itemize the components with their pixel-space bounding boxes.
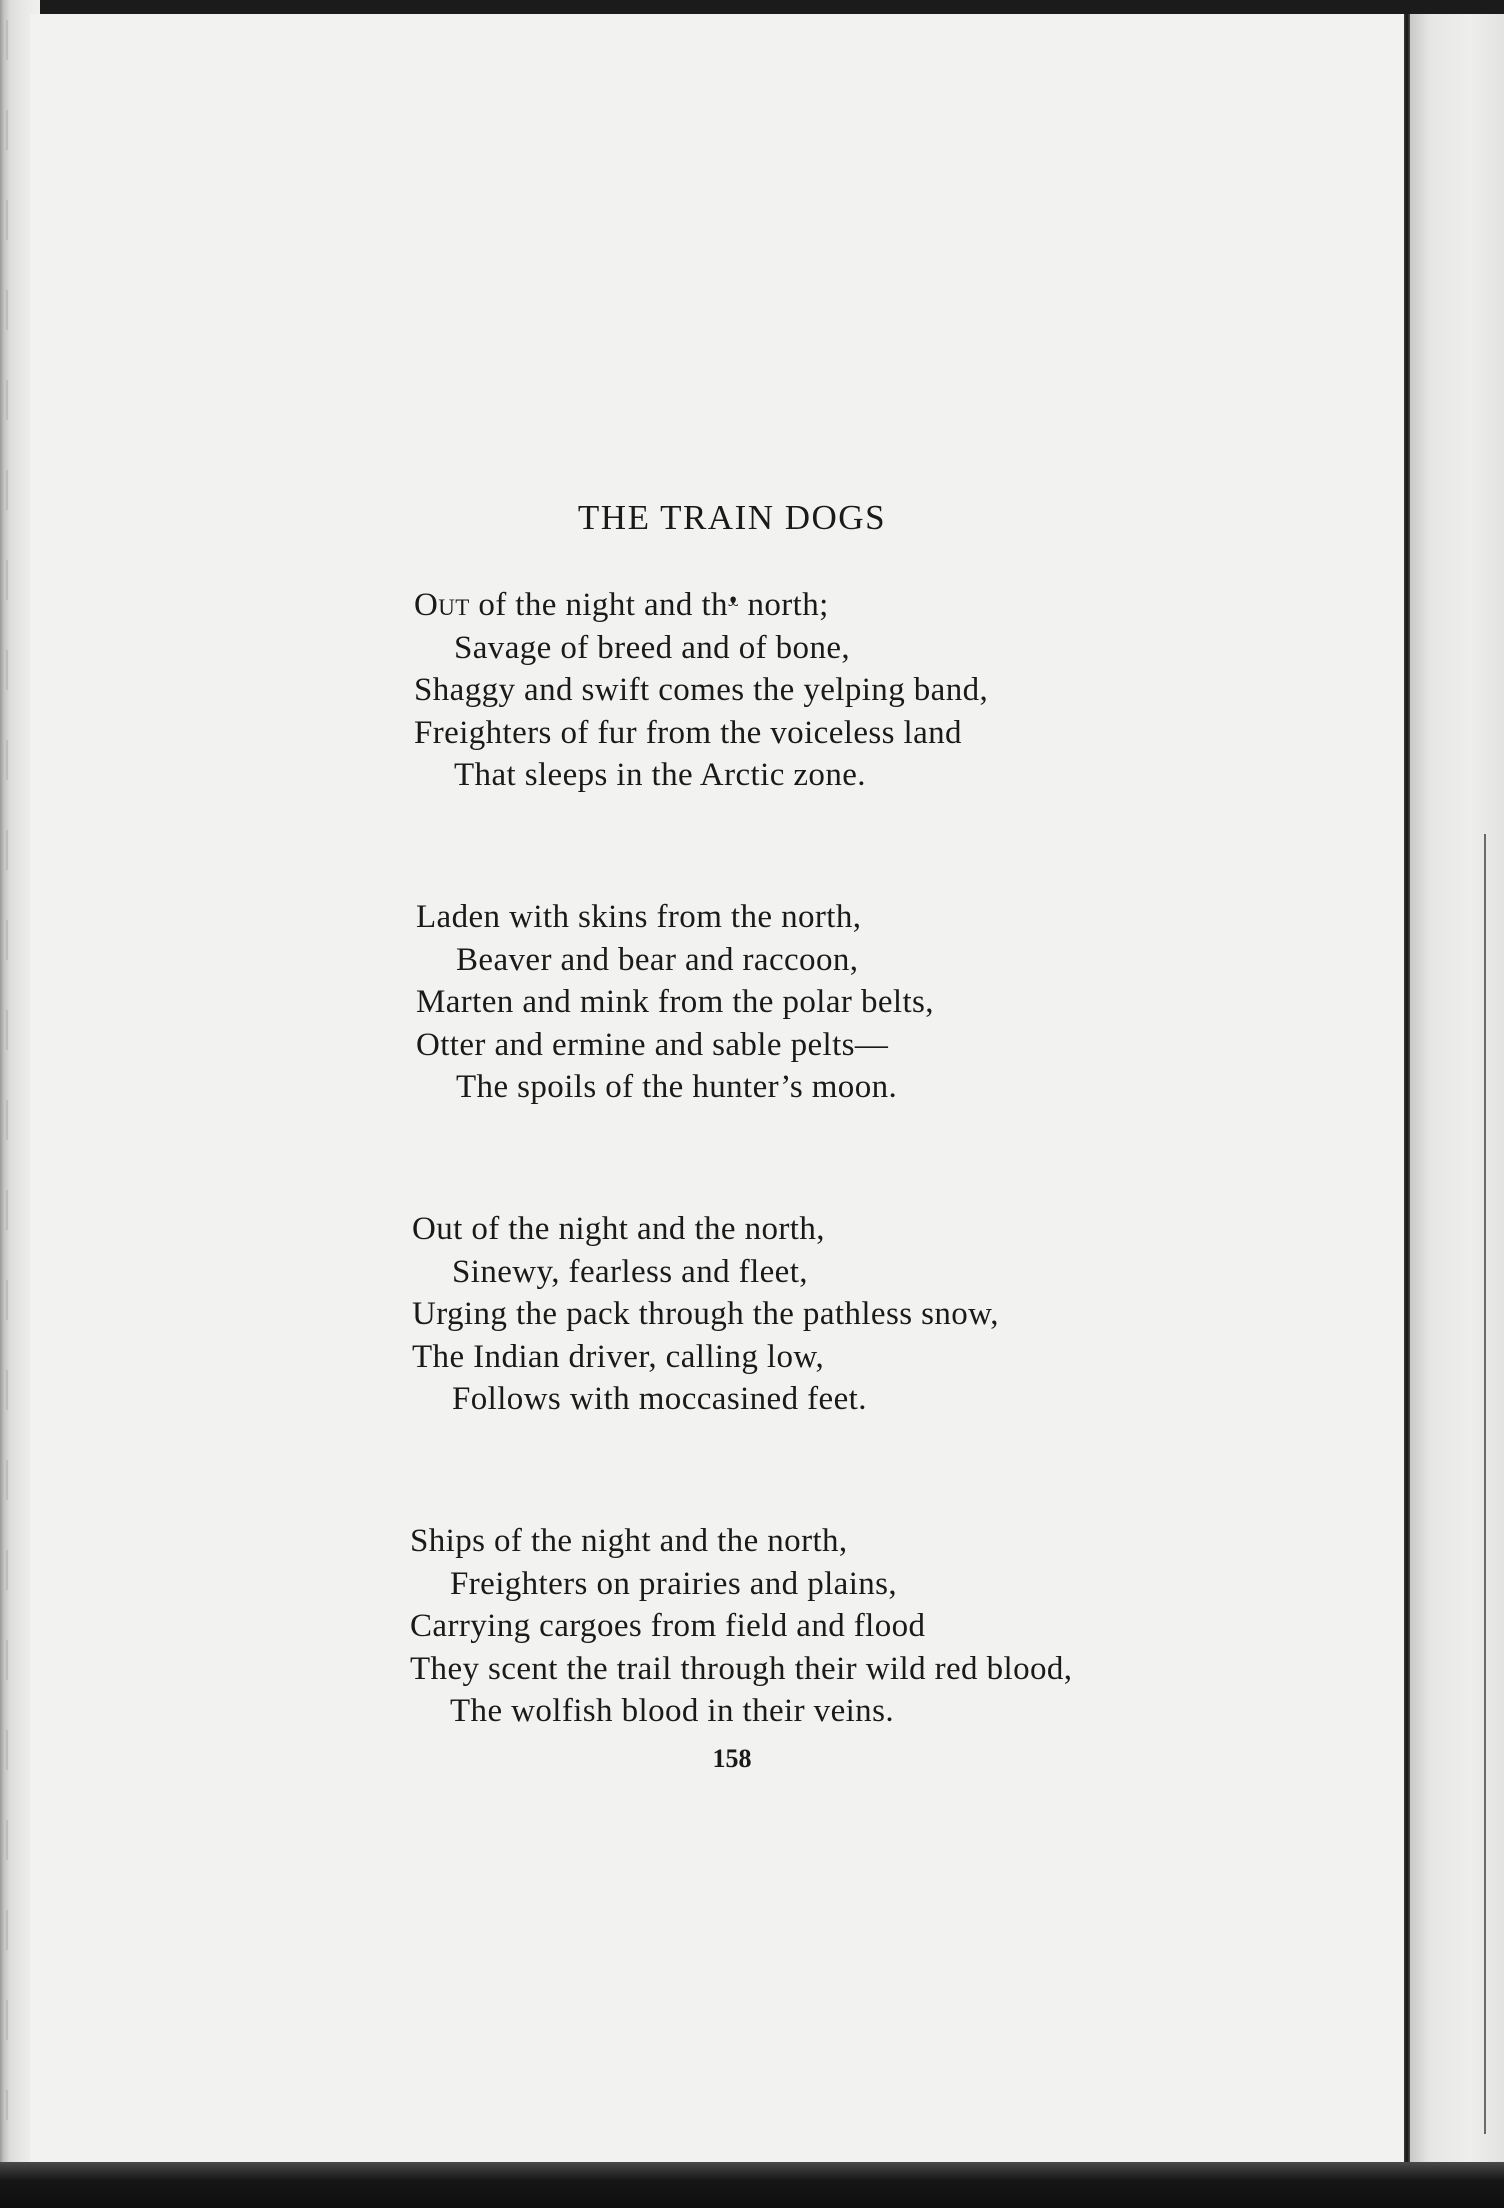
poem-line: Shaggy and swift comes the yelping band, [414,672,989,708]
poem-line: The spoils of the hunter’s moon. [456,1069,898,1105]
poem-line: Out of the night and the north, [412,1211,825,1247]
poem-title: THE TRAIN DOGS [577,498,887,537]
poem-line: Ships of the night and the north, [410,1523,848,1559]
poem-line: Freighters on prairies and plains, [450,1565,898,1602]
poem-line: Savage of breed and of bone, [454,629,851,666]
poem-line: The Indian driver, calling low, [412,1338,825,1375]
poem-line: Carrying cargoes from field and flood [410,1608,926,1644]
poem-line: The wolfish blood in their veins. [450,1693,894,1729]
poem-line: Sinewy, fearless and fleet, [452,1253,808,1290]
stanza-2 [416,896,1216,1109]
poem-line: Laden with skins from the north, [416,899,862,935]
poem-line: That sleeps in the Arctic zone. [454,757,866,793]
stanza-3 [412,1208,1212,1421]
line-text: of the night and thᵜ north; [469,587,829,623]
poem-line [414,584,1214,627]
poem-line: Freighters of fur from the voiceless land [414,714,962,751]
poem-line: Follows with moccasined feet. [452,1381,867,1417]
stanza-1 [414,584,1214,797]
poem-line: Urging the pack through the pathless snow, [412,1296,999,1332]
poem-line: Marten and mink from the polar belts, [416,984,934,1020]
drop-word-small-caps: Out [414,587,470,623]
stanza-4 [410,1520,1210,1733]
poem-line: Otter and ermine and sable pelts— [416,1026,889,1063]
poem-line: Beaver and bear and raccoon, [456,941,859,978]
poem-line: They scent the trail through their wild red blood, [410,1650,1073,1687]
page-number: 158 [712,1744,752,1773]
